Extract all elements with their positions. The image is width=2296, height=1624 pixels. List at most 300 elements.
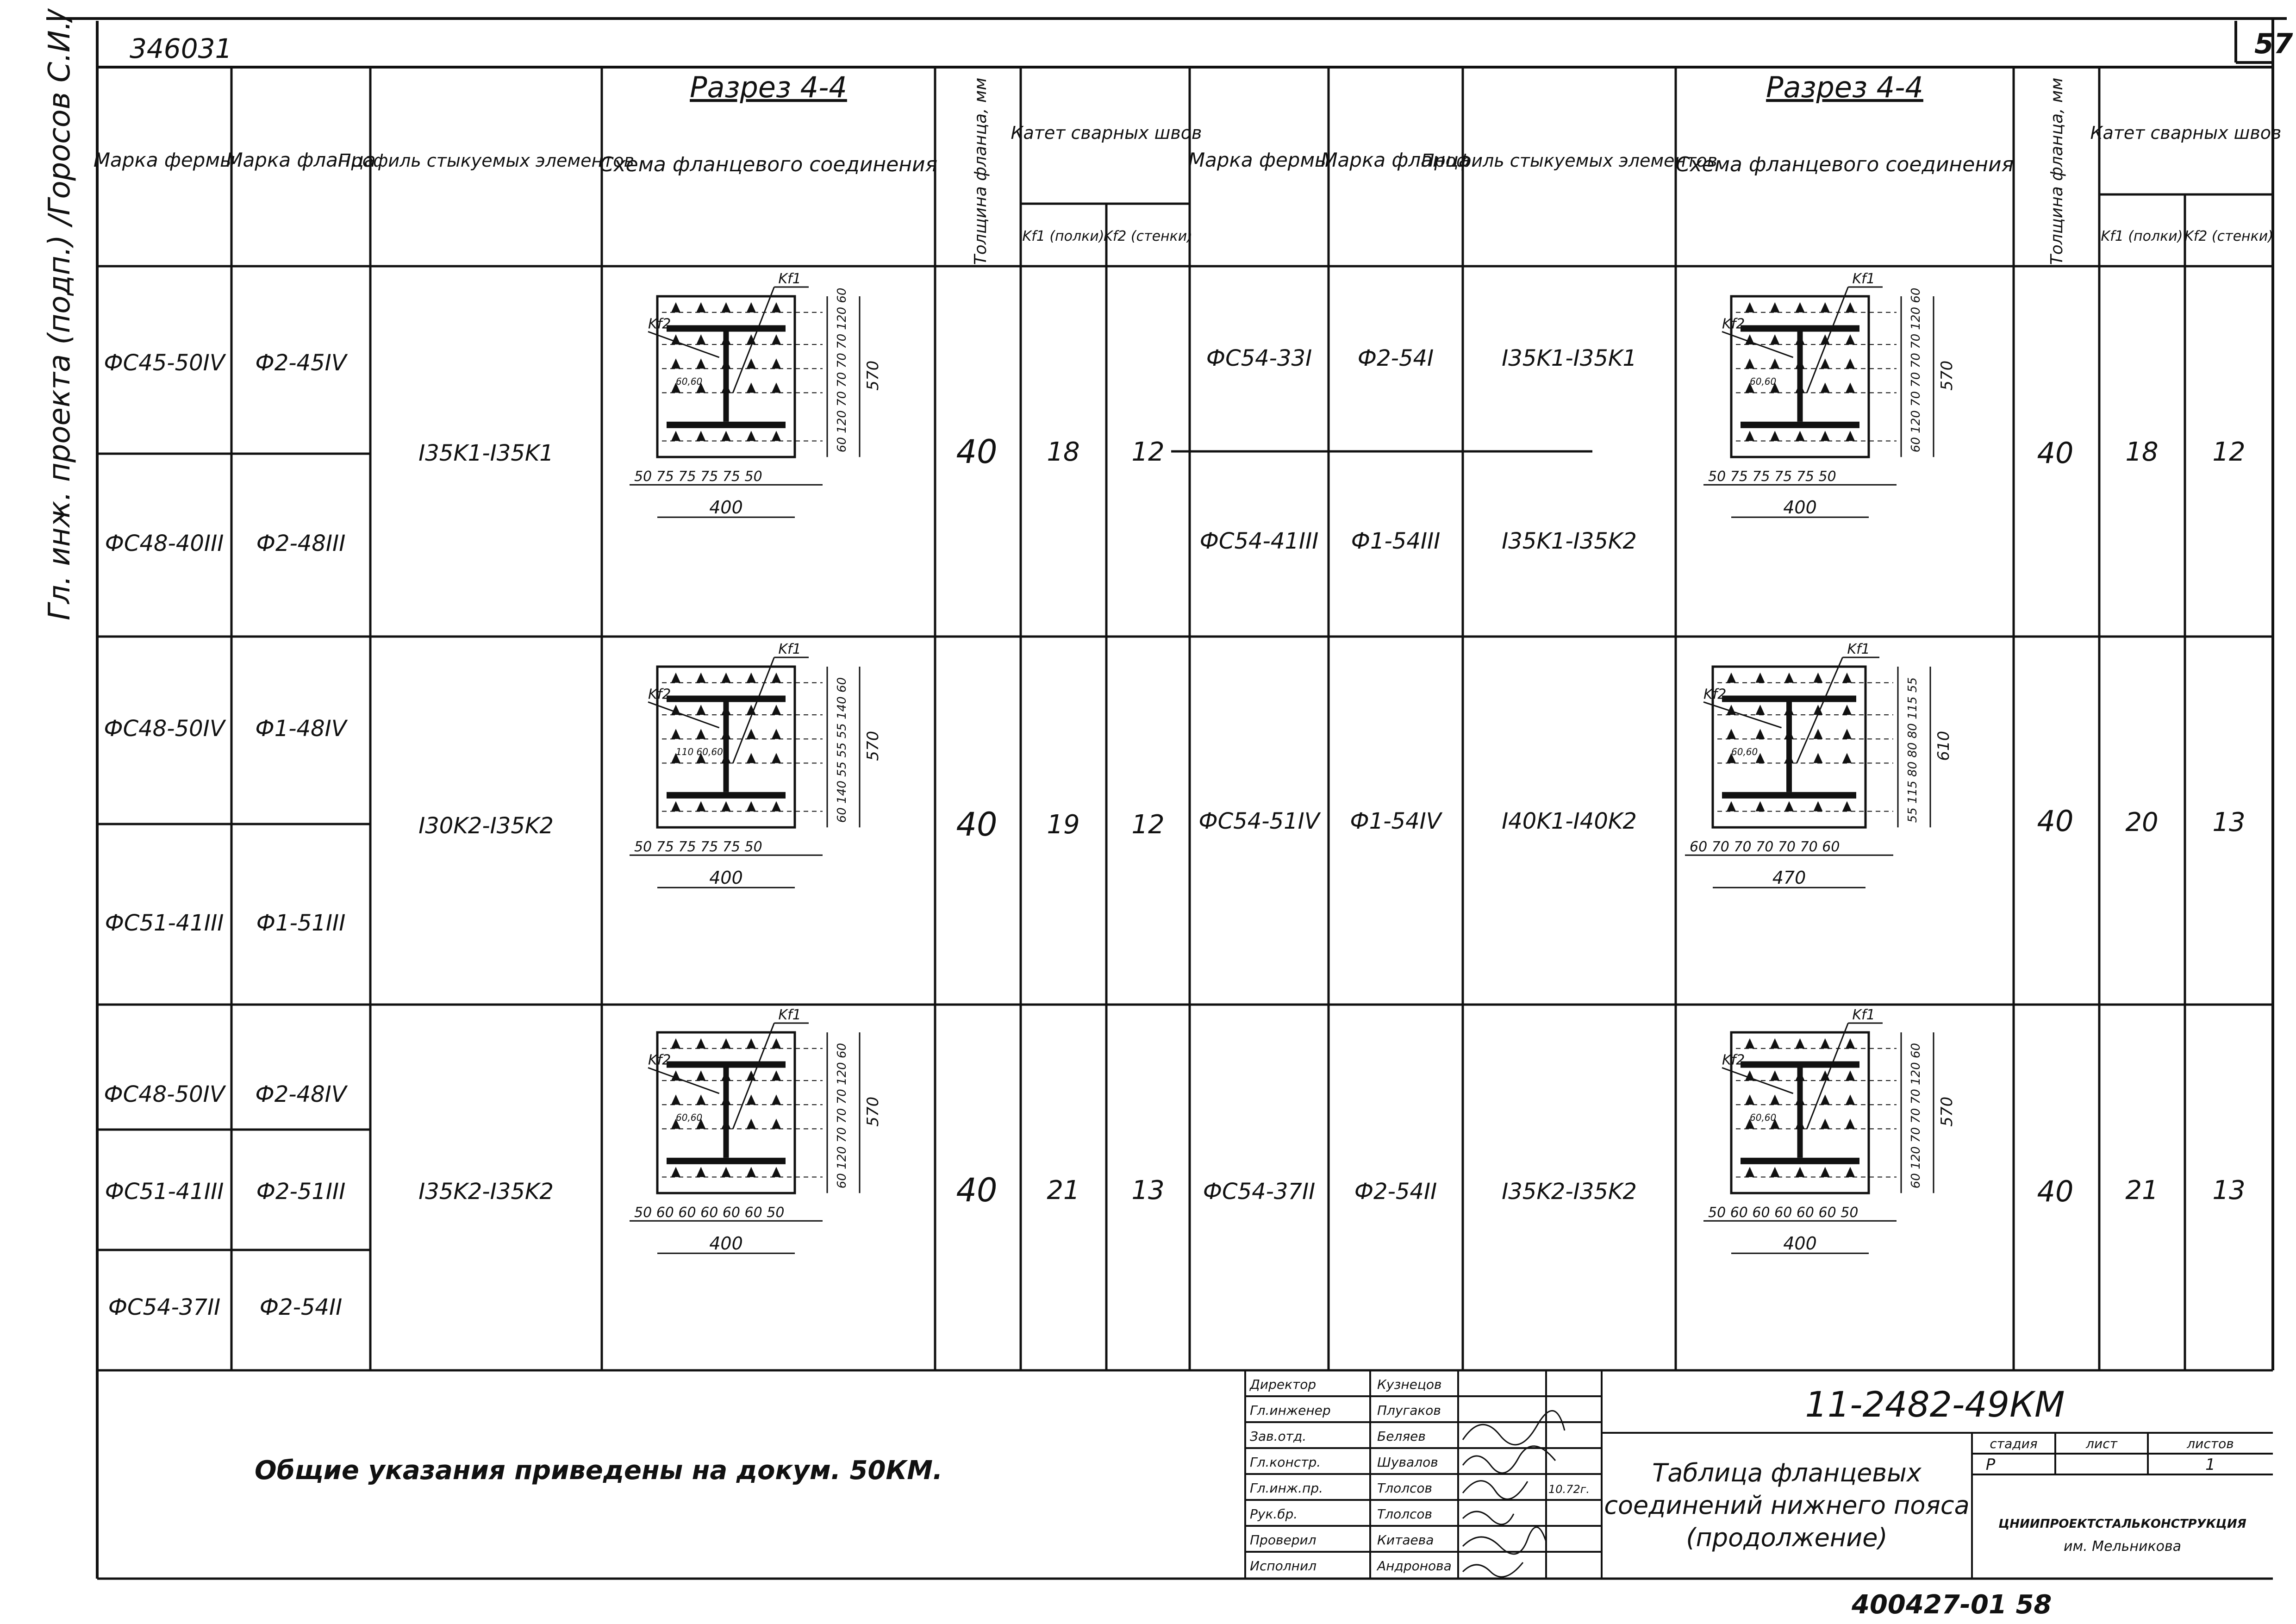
bolt-mark (1821, 431, 1830, 441)
bolt-mark (747, 1118, 756, 1129)
bolt-mark (1796, 334, 1805, 344)
kf1-label: Kf1 (778, 1007, 801, 1023)
table-grid (97, 67, 2273, 1370)
height-dimension: 610 (1934, 731, 1953, 761)
bolt-mark (772, 1094, 781, 1105)
table-cell: Ф1-48IV (255, 716, 347, 742)
header-truss-mark: Марка фермы (1188, 149, 1330, 171)
bolt-mark (1846, 431, 1855, 441)
table-cell: Ф2-48III (256, 531, 346, 556)
bolt-mark (671, 729, 680, 739)
kf1-label: Kf1 (1847, 641, 1870, 657)
table-cell: ФС51-41III (105, 1179, 224, 1205)
table-cell: I35K1-I35K2 (1502, 528, 1637, 554)
bolt-mark (747, 1094, 756, 1105)
bolt-mark (1727, 801, 1736, 811)
bolt-mark (1745, 1094, 1754, 1105)
bolt-mark (1821, 1038, 1830, 1049)
table-cell: 13 (1131, 1175, 1165, 1206)
table-cell: ФС48-50IV (104, 1081, 225, 1107)
table-cell: 40 (2037, 804, 2074, 838)
bolt-mark (1846, 1094, 1855, 1105)
bottom-dimensions: 60 70 70 70 70 70 60 (1690, 839, 1840, 856)
table-cell: ФС51-41III (105, 910, 224, 936)
signature-role: Рук.бр. (1250, 1506, 1298, 1522)
table-cell: 18 (1047, 437, 1080, 467)
bolt-mark (722, 358, 731, 369)
bolt-mark (722, 729, 731, 739)
bolt-mark (772, 382, 781, 393)
bolt-mark (1842, 801, 1852, 811)
side-dimensions: 55 115 80 80 80 115 55 (1906, 677, 1920, 823)
organization: ЦНИИПРОЕКТСТАЛЬКОНСТРУКЦИЯ (1998, 1517, 2246, 1531)
side-note: Гл. инж. проекта (подп.) /Горосов С.И./ (43, 11, 77, 620)
signature-role: Гл.инженер (1250, 1403, 1331, 1418)
bolt-mark (1796, 1118, 1805, 1129)
table-cell: ФС54-37II (108, 1294, 221, 1320)
flange-scheme-6 (1703, 1007, 1956, 1254)
bolt-mark (1821, 382, 1830, 393)
web-dimension: 60,60 (676, 1112, 703, 1123)
kf1-label: Kf1 (1852, 1007, 1875, 1023)
table-cell: I40K1-I40K2 (1502, 808, 1637, 834)
table-cell: Ф1-54IV (1350, 808, 1441, 834)
table-cell: 21 (1047, 1175, 1080, 1206)
table-cell: I35K1-I35K1 (1502, 345, 1637, 371)
stage-value: Р (1985, 1455, 1996, 1474)
table-cell: Ф1-51III (256, 910, 346, 936)
bolt-mark (1842, 705, 1852, 715)
bolt-mark (1821, 1167, 1830, 1177)
kf1-label: Kf1 (778, 641, 801, 657)
bolt-mark (747, 1038, 756, 1049)
bolt-mark (747, 801, 756, 811)
bolt-mark (1756, 729, 1765, 739)
side-dimensions: 60 120 70 70 70 120 60 (835, 1043, 849, 1189)
bolt-mark (772, 729, 781, 739)
table-cell: 13 (2212, 807, 2246, 837)
bolt-mark (772, 801, 781, 811)
bolt-mark (747, 753, 756, 763)
signature-role: Гл.констр. (1250, 1455, 1321, 1470)
header-weld-leg: Катет сварных швов (1011, 123, 1202, 143)
height-dimension: 570 (864, 360, 882, 391)
bolt-mark (772, 334, 781, 344)
bolt-mark (1821, 358, 1830, 369)
header-profile: Профиль стыкуемых элементов (1421, 150, 1718, 171)
bolt-mark (1784, 705, 1794, 715)
bolt-mark (696, 705, 705, 715)
kf1-label: Kf1 (778, 271, 801, 287)
beam-web (724, 331, 729, 421)
table-cell: 21 (2125, 1175, 2159, 1206)
side-dimensions: 60 120 70 70 70 120 60 (1909, 1043, 1923, 1189)
bolt-mark (1846, 382, 1855, 393)
bolt-mark (1727, 673, 1736, 683)
bolt-mark (696, 302, 705, 312)
bolt-mark (1784, 729, 1794, 739)
beam-top-flange (667, 325, 786, 331)
table-cell: ФС45-50IV (104, 350, 225, 376)
bottom-dimensions: 50 60 60 60 60 60 50 (1708, 1205, 1859, 1221)
kf1-leader (733, 657, 774, 763)
beam-bottom-flange (667, 1158, 786, 1164)
signature-role: Директор (1250, 1377, 1316, 1392)
bolt-mark (722, 334, 731, 344)
web-dimension: 60,60 (1731, 746, 1758, 757)
table-cell: I35K1-I35K1 (418, 440, 554, 466)
beam-web (724, 1068, 729, 1157)
bolt-mark (1796, 1094, 1805, 1105)
header-kf1: Kf1 (полки) (2101, 228, 2183, 244)
table-cell: I35K2-I35K2 (418, 1179, 554, 1205)
bolt-mark (1770, 1094, 1779, 1105)
bolt-mark (1796, 1038, 1805, 1049)
beam-bottom-flange (1741, 422, 1859, 428)
table-cell: Ф2-54I (1357, 345, 1434, 371)
width-dimension: 400 (1783, 497, 1817, 518)
archive-number: 346031 (130, 33, 232, 64)
header-kf2: Kf2 (стенки) (2184, 228, 2273, 244)
bolt-mark (1796, 358, 1805, 369)
kf2-leader (648, 702, 719, 728)
header-flange-mark: Марка фланца (226, 149, 376, 171)
table-cell: ФС54-51IV (1198, 808, 1320, 834)
bolt-mark (696, 801, 705, 811)
table-cell: Ф2-51III (256, 1179, 346, 1205)
bolt-mark (1846, 1038, 1855, 1049)
bolt-mark (772, 1070, 781, 1081)
side-dimensions: 60 140 55 55 55 140 60 (835, 677, 849, 823)
bolt-mark (1770, 1070, 1779, 1081)
side-dimensions: 60 120 70 70 70 70 120 60 (835, 287, 849, 453)
bolt-mark (772, 1167, 781, 1177)
bolt-mark (722, 705, 731, 715)
width-dimension: 400 (1783, 1233, 1817, 1254)
bolt-mark (722, 382, 731, 393)
bolt-mark (1796, 431, 1805, 441)
table-header-right (1188, 70, 2282, 265)
beam-top-flange (667, 1061, 786, 1068)
beam-web (724, 702, 729, 792)
table-cell: Ф1-54III (1351, 528, 1441, 554)
document-code: 11-2482-49КМ (1805, 1384, 2065, 1425)
signature-name: Кузнецов (1377, 1377, 1442, 1392)
table-cell: 19 (1047, 810, 1080, 840)
header-weld-leg: Катет сварных швов (2090, 123, 2282, 143)
sheet-label: лист (2086, 1436, 2117, 1451)
bolt-mark (1814, 729, 1823, 739)
bolt-mark (696, 358, 705, 369)
bottom-dimensions: 50 75 75 75 75 50 (634, 839, 762, 856)
bolt-mark (1846, 302, 1855, 312)
table-cell: 12 (1131, 810, 1165, 840)
title-line-3: (продолжение) (1686, 1523, 1888, 1552)
flange-scheme-4 (1703, 271, 1956, 518)
kf2-label: Kf2 (648, 316, 671, 332)
bolt-mark (747, 302, 756, 312)
date: 10.72г. (1548, 1483, 1590, 1496)
bolt-mark (1727, 729, 1736, 739)
bottom-dimensions: 50 75 75 75 75 50 (1708, 468, 1836, 485)
beam-bottom-flange (667, 792, 786, 799)
bolt-mark (772, 1038, 781, 1049)
general-note: Общие указания приведены на докум. 50КМ. (255, 1455, 943, 1486)
left-table-data (104, 350, 1164, 1320)
beam-bottom-flange (667, 422, 786, 428)
bolt-mark (696, 334, 705, 344)
kf1-leader (733, 1023, 774, 1129)
bolt-mark (1796, 302, 1805, 312)
bolt-mark (671, 358, 680, 369)
bolt-mark (772, 673, 781, 683)
table-cell: 40 (956, 806, 998, 843)
outer-frame (46, 19, 2287, 1579)
height-dimension: 570 (864, 1096, 882, 1127)
flange-scheme-1 (630, 271, 882, 518)
table-cell: 40 (956, 1171, 998, 1209)
header-scheme: Схема фланцевого соединения (1675, 153, 2014, 176)
bolt-mark (1770, 302, 1779, 312)
bottom-dimensions: 50 75 75 75 75 50 (634, 468, 762, 485)
bolt-mark (1770, 358, 1779, 369)
bolt-mark (1770, 334, 1779, 344)
bolt-mark (1745, 302, 1754, 312)
flange-scheme-5 (1685, 641, 1953, 888)
beam-web (1797, 331, 1803, 421)
bolt-mark (1784, 801, 1794, 811)
beam-top-flange (667, 695, 786, 702)
table-cell: ФС48-40III (105, 531, 224, 556)
table-cell: I35K2-I35K2 (1502, 1179, 1637, 1205)
bolt-mark (671, 1094, 680, 1105)
bolt-mark (722, 1070, 731, 1081)
bolt-mark (1842, 673, 1852, 683)
bolt-mark (772, 705, 781, 715)
bolt-mark (696, 1094, 705, 1105)
table-cell: Ф2-45IV (255, 350, 347, 376)
bolt-mark (671, 1167, 680, 1177)
bottom-dimensions: 50 60 60 60 60 60 50 (634, 1205, 785, 1221)
height-dimension: 570 (1938, 360, 1956, 391)
bolt-mark (722, 1094, 731, 1105)
kf2-leader (1722, 1068, 1793, 1093)
signature-role: Проверил (1250, 1532, 1316, 1548)
signature-name: Беляев (1377, 1429, 1426, 1444)
bolt-mark (1821, 302, 1830, 312)
bolt-mark (696, 673, 705, 683)
page-number: 57 (2254, 28, 2293, 60)
beam-top-flange (1741, 1061, 1859, 1068)
bolt-mark (722, 1038, 731, 1049)
table-cell: Ф2-54II (1354, 1179, 1437, 1205)
title-line-2: соединений нижнего пояса (1604, 1491, 1970, 1520)
sheets-label: листов (2187, 1436, 2234, 1451)
flange-schemes (630, 271, 1956, 1254)
kf1-leader (1807, 1023, 1848, 1129)
bolt-mark (671, 1038, 680, 1049)
header-scheme: Схема фланцевого соединения (599, 153, 938, 176)
bolt-mark (1842, 753, 1852, 763)
bolt-mark (747, 673, 756, 683)
bolt-mark (1796, 382, 1805, 393)
bolt-mark (747, 431, 756, 441)
bolt-mark (1756, 801, 1765, 811)
signature-role: Гл.инж.пр. (1250, 1480, 1323, 1496)
bolt-mark (1846, 1167, 1855, 1177)
kf2-label: Kf2 (1703, 686, 1727, 703)
table-header-left (94, 70, 1202, 265)
width-dimension: 400 (709, 868, 743, 888)
header-kf1: Kf1 (полки) (1022, 228, 1104, 244)
bolt-mark (747, 382, 756, 393)
stage-label: стадия (1990, 1436, 2038, 1451)
bolt-mark (1770, 1038, 1779, 1049)
kf2-label: Kf2 (1722, 1052, 1745, 1068)
document-title (1604, 1458, 1969, 1552)
bolt-mark (1814, 801, 1823, 811)
header-section: Разрез 4-4 (1766, 70, 1923, 104)
bolt-mark (696, 1167, 705, 1177)
bolt-mark (1745, 1038, 1754, 1049)
bolt-mark (747, 1167, 756, 1177)
table-cell: Ф2-54II (259, 1294, 343, 1320)
table-cell: 18 (2125, 437, 2159, 467)
bolt-mark (1756, 705, 1765, 715)
table-cell: ФС48-50IV (104, 716, 225, 742)
beam-top-flange (1741, 325, 1859, 331)
kf1-leader (733, 287, 774, 393)
header-kf2: Kf2 (стенки) (1104, 228, 1192, 244)
bolt-mark (1846, 1070, 1855, 1081)
table-cell: 40 (956, 433, 998, 471)
header-thickness: Толщина фланца, мм (971, 77, 990, 265)
bolt-mark (1745, 358, 1754, 369)
web-dimension: 60,60 (1750, 375, 1777, 387)
width-dimension: 470 (1772, 868, 1806, 888)
bolt-mark (772, 753, 781, 763)
flange-scheme-2 (630, 641, 882, 888)
table-cell: I30K2-I35K2 (418, 813, 554, 839)
bolt-mark (671, 302, 680, 312)
bolt-mark (1846, 1118, 1855, 1129)
bolt-mark (1784, 673, 1794, 683)
bolt-mark (722, 673, 731, 683)
bolt-mark (1770, 431, 1779, 441)
bolt-mark (1756, 673, 1765, 683)
title-line-1: Таблица фланцевых (1652, 1458, 1922, 1487)
bolt-mark (772, 358, 781, 369)
organization-sub: им. Мельникова (2063, 1538, 2182, 1555)
kf2-label: Kf2 (648, 1052, 671, 1068)
side-dimensions: 60 120 70 70 70 70 120 60 (1909, 287, 1923, 453)
flange-scheme-3 (630, 1007, 882, 1254)
signature-name: Шувалов (1377, 1455, 1438, 1470)
bolt-mark (722, 431, 731, 441)
web-dimension: 60,60 (676, 375, 703, 387)
bolt-mark (1796, 1167, 1805, 1177)
bolt-mark (696, 431, 705, 441)
header-truss-mark: Марка фермы (93, 149, 236, 171)
inventory-number: 400427-01 58 (1852, 1590, 2052, 1620)
signature-name: Андронова (1377, 1558, 1452, 1574)
bolt-mark (722, 801, 731, 811)
signature-name: Тлолсов (1377, 1480, 1433, 1496)
kf2-label: Kf2 (1722, 316, 1745, 332)
beam-top-flange (1722, 695, 1856, 702)
table-cell: 20 (2125, 807, 2159, 837)
beam-web (1797, 1068, 1803, 1157)
bolt-mark (1814, 673, 1823, 683)
height-dimension: 570 (864, 731, 882, 761)
bolt-mark (671, 801, 680, 811)
width-dimension: 400 (709, 497, 743, 518)
signature-role: Зав.отд. (1250, 1429, 1307, 1444)
bolt-mark (722, 1118, 731, 1129)
table-cell: 13 (2212, 1175, 2246, 1206)
kf2-leader (648, 1068, 719, 1093)
bolt-mark (1846, 334, 1855, 344)
kf1-leader (1797, 657, 1843, 763)
kf2-leader (1722, 331, 1793, 357)
bolt-mark (772, 1118, 781, 1129)
bolt-mark (1821, 1094, 1830, 1105)
beam-bottom-flange (1722, 792, 1856, 799)
width-dimension: 400 (709, 1233, 743, 1254)
table-cell: ФС54-41III (1199, 528, 1319, 554)
bolt-mark (1814, 753, 1823, 763)
bolt-mark (671, 673, 680, 683)
bolt-mark (722, 1167, 731, 1177)
bolt-mark (671, 431, 680, 441)
sheets-value: 1 (2205, 1455, 2215, 1474)
bolt-mark (747, 729, 756, 739)
header-flange-mark: Марка фланца (1321, 149, 1471, 171)
bolt-mark (1745, 1167, 1754, 1177)
bolt-mark (1745, 431, 1754, 441)
bolt-mark (747, 358, 756, 369)
table-cell: 40 (2037, 436, 2074, 470)
bolt-mark (1770, 1167, 1779, 1177)
signature-name: Китаева (1377, 1532, 1434, 1548)
table-cell: ФС54-37II (1203, 1179, 1316, 1205)
bolt-mark (772, 431, 781, 441)
bolt-mark (696, 1070, 705, 1081)
signature-name: Плугаков (1377, 1403, 1441, 1418)
header-profile: Профиль стыкуемых элементов (337, 150, 635, 171)
kf2-label: Kf2 (648, 686, 671, 703)
bolt-mark (772, 302, 781, 312)
bolt-mark (1796, 1070, 1805, 1081)
bolt-mark (1842, 729, 1852, 739)
signature-table (1249, 1377, 1590, 1574)
table-cell: ФС54-33I (1206, 345, 1312, 371)
bolt-mark (1821, 1118, 1830, 1129)
table-cell: Ф2-48IV (255, 1081, 347, 1107)
header-section: Разрез 4-4 (690, 70, 847, 104)
bolt-mark (1846, 358, 1855, 369)
web-dimension: 110 60,60 (676, 746, 723, 757)
height-dimension: 570 (1938, 1096, 1956, 1127)
bolt-mark (722, 302, 731, 312)
kf2-leader (648, 331, 719, 357)
bolt-mark (1784, 753, 1794, 763)
beam-web (1786, 702, 1792, 792)
signature-name: Тлолсов (1377, 1506, 1433, 1522)
bolt-mark (696, 729, 705, 739)
kf1-leader (1807, 287, 1848, 393)
bolt-mark (696, 1038, 705, 1049)
